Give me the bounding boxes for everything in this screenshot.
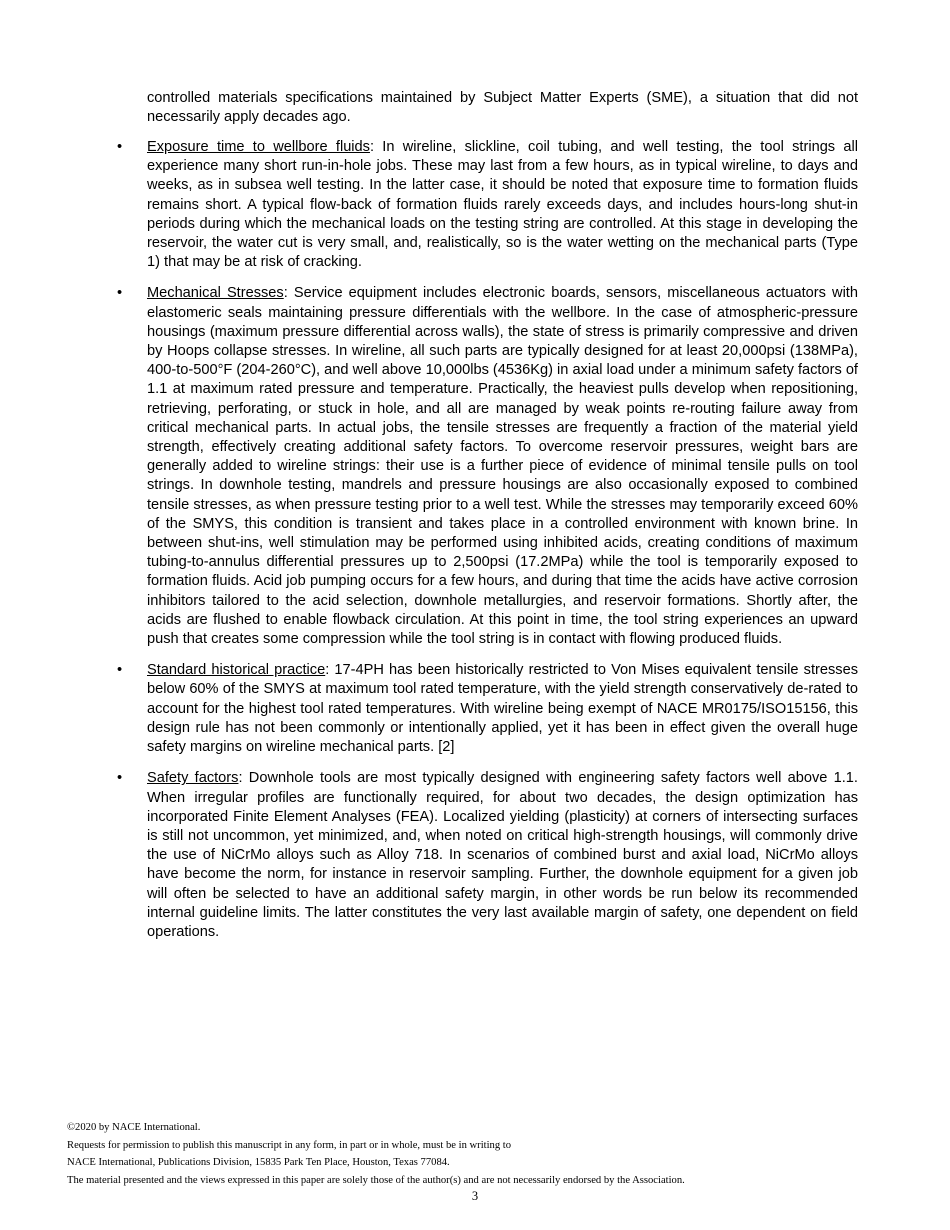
bullet-text: : Service equipment includes electronic boards, sensors, miscellaneous actuators with elastomeric seals maintaining pressure differentials with the wellbore. In the case of atmospheric-pressure housings (maximum pressure differential across walls), the state of stress is primarily compressive and driven by Hoops collapse stresses. In wireline, all such parts are typically designed for at least 20,000psi (138MPa), 400-to-500°F (204-260°C), and well above 10,000lbs (4536Kg) in axial load under a minimum safety factors of 1.1 at maximum rated pressure and temperature. Practically, the heaviest pulls develop when repositioning, retrieving, perforating, or stuck in hole, and all are managed by weak points re-routing failure away from critical mechanical parts. In actual jobs, the tensile stresses are frequently a fraction of the material yield strength, effectively creating additional safety factors. To overcome reservoir pressures, weight bars are generally added to wireline strings: their use is a further piece of evidence of minimal tensile pulls on tool strings. In downhole testing, mandrels and pressure housings are also occasionally exposed to combined tensile stresses, as when pressure testing prior to a well test. While the stresses may temporarily exceed 60% of the SMYS, this condition is transient and takes place in a controlled environment with known brine. In between shut-ins, well stimulation may be performed using inhibited acids, creating conditions of maximum tubing-to-annulus differential pressures up to 2,500psi (17.2MPa) while the tool is temporarily exposed to formation fluids. Acid job pumping occurs for a few hours, and during that time the acids have active corrosion inhibitors tailored to the acid selection, downhole metallurgies, and reservoir formations. Shortly after, the acids are flushed to enable flowback circulation. At this point in time, the tool string experiences an upward push that creates some compression while the tool string is in contact with flowing produced fluids.: [147, 285, 858, 648]
intro-paragraph: controlled materials specifications maintained by Subject Matter Experts (SME), a situation that did not necessarily apply decades ago.: [147, 90, 858, 126]
bullet-text: : Downhole tools are most typically designed with engineering safety factors well above 1.1. When irregular profiles are functionally required, for about two decades, the design optimization has incorporated Finite Element Analyses (FEA). Localized yielding (plasticity) at corners of intersecting surfaces is still not uncommon, yet minimized, and, when noted on critical high-strength housings, will commonly drive the use of NiCrMo alloys such as Alloy 718. In scenarios of combined burst and axial load, NiCrMo alloys have become the norm, for instance in reservoir sampling. Further, the downhole equipment for a given job will often be selected to have an additional safety margin, in other words be run below its recommended internal guideline limits. The latter constitutes the very last available margin of safety, one dependent on field operations.: [147, 770, 858, 940]
bullet-term: Standard historical practice: [147, 662, 326, 679]
bullet-list: [0, 138, 950, 954]
bullet-icon: •: [117, 139, 123, 155]
bullet-icon: •: [117, 662, 123, 679]
footer-permission-line-1: Requests for permission to publish this manuscript in any form, in part or in whole, must be in writing to: [67, 1139, 512, 1151]
footer-permission-line-2: NACE International, Publications Division, 15835 Park Ten Place, Houston, Texas 77084.: [67, 1157, 450, 1168]
bullet-term: Exposure time to wellbore fluids: [147, 139, 370, 155]
bullet-text: : 17-4PH has been historically restricted to Von Mises equivalent tensile stresses below 60% of the SMYS at maximum tool rated temperature, with the yield strength conservatively de-rated to account for the highest tool rated temperatures. With wireline being exempt of NACE MR0175/ISO15156, this design rule has not been commonly or intentionally applied, yet it has been in effect given the overall huge safety margins on wireline mechanical parts. [2]: [147, 662, 859, 756]
bullet-text: : In wireline, slickline, coil tubing, and well testing, the tool strings all experience many short run-in-hole jobs. These may last from a few hours, as in typical wireline, to days and weeks, as in subsea well testing. In the latter case, it should be noted that exposure time to formation fluids remains short. A typical flow-back of formation fluids rarely exceeds days, and includes hours-long shut-in periods during which the mechanical loads on the testing string are controlled. At this stage in developing the reservoir, the water cut is very small, and, realistically, so is the water wetting on the mechanical parts (Type 1) that may be at risk of cracking.: [147, 139, 858, 271]
bullet-item: [0, 284, 858, 649]
page-footer: [67, 1119, 887, 1189]
bullet-item: [0, 138, 858, 272]
bullet-item: [0, 769, 858, 942]
bullet-icon: •: [117, 770, 123, 787]
bullet-term: Mechanical Stresses: [147, 285, 284, 302]
bullet-term: Safety factors: [147, 770, 239, 787]
footer-copyright: ©2020 by NACE International.: [67, 1122, 201, 1133]
bullet-icon: •: [117, 285, 123, 302]
page-number: 3: [471, 1189, 479, 1203]
footer-disclaimer: The material presented and the views expressed in this paper are solely those of the author(s) and are not necessarily endorsed by the Association.: [67, 1174, 685, 1186]
bullet-item: [0, 661, 858, 757]
